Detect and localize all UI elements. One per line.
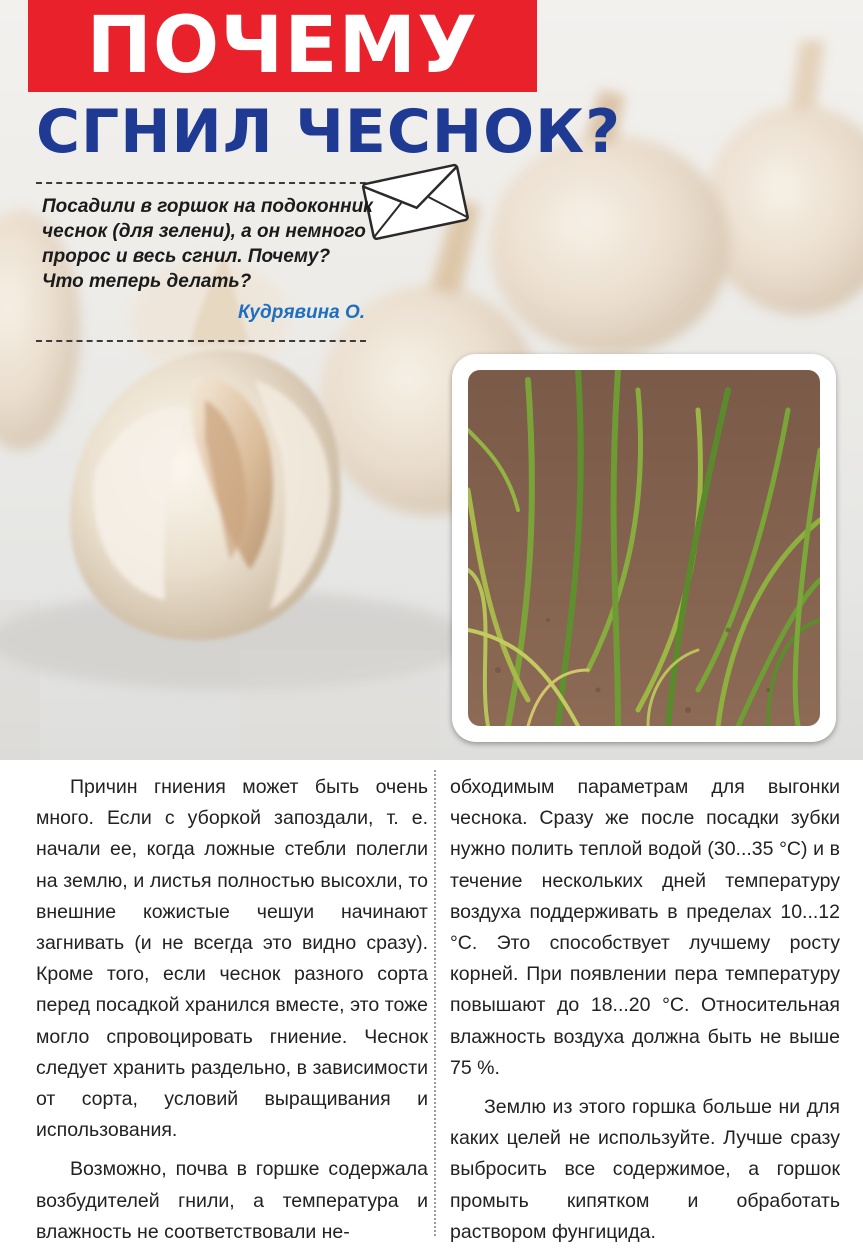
answer-column-right bbox=[450, 772, 840, 1248]
question-author: Кудрявина О. bbox=[238, 302, 365, 323]
question-divider-bottom bbox=[36, 340, 366, 342]
answer-paragraph-2: Возможно, почва в горшке содержала возбудителей гнили, а температура и влажность не соответствовали не- bbox=[36, 1158, 428, 1243]
answer-paragraph-4: Землю из этого горшка больше ни для каких целей не используйте. Лучше сразу выбросить все содержимое, а горшок промыть кипятком и обработать раствором фунгицида. bbox=[450, 1096, 840, 1243]
reader-question: Посадили в горшок на подоконник чеснок (для зелени), а он немного пророс и весь сгнил. Почему? Что теперь делать? bbox=[42, 196, 373, 292]
title-line-1: ПОЧЕМУ bbox=[28, 0, 537, 92]
answer-column-left bbox=[36, 772, 428, 1248]
garlic-sprouts-photo bbox=[452, 354, 836, 742]
title-line-2: СГНИЛ ЧЕСНОК? bbox=[36, 97, 621, 167]
column-divider bbox=[434, 770, 436, 1236]
question-divider-top bbox=[36, 182, 376, 184]
answer-paragraph-1: Причин гниения может быть очень много. Если с уборкой запоздали, т. е. начали ее, когда ложные стебли полегли на землю, и листья полностью высохли, то внешние кожистые чешуи начинают загнивать (и не всегда это видно сразу). Кроме того, если чеснок разного сорта перед посадкой хранился вместе, это тоже могло спровоцировать гниение. Чеснок следует хранить раздельно, в зависимости от сорта, условий выращивания и использования. bbox=[36, 776, 428, 1142]
answer-paragraph-3: обходимым параметрам для выгонки чеснока. Сразу же после посадки зубки нужно полить теплой водой (30...35 °С) и в течение нескольких дней температуру воздуха поддерживать в пределах 10...12 °С. Это способствует лучшему росту корней. При появлении пера температуру повышают до 18...20 °С. Относительная влажность воздуха должна быть не выше 75 %. bbox=[450, 776, 840, 1079]
garlic-sprouts-image bbox=[468, 370, 820, 726]
